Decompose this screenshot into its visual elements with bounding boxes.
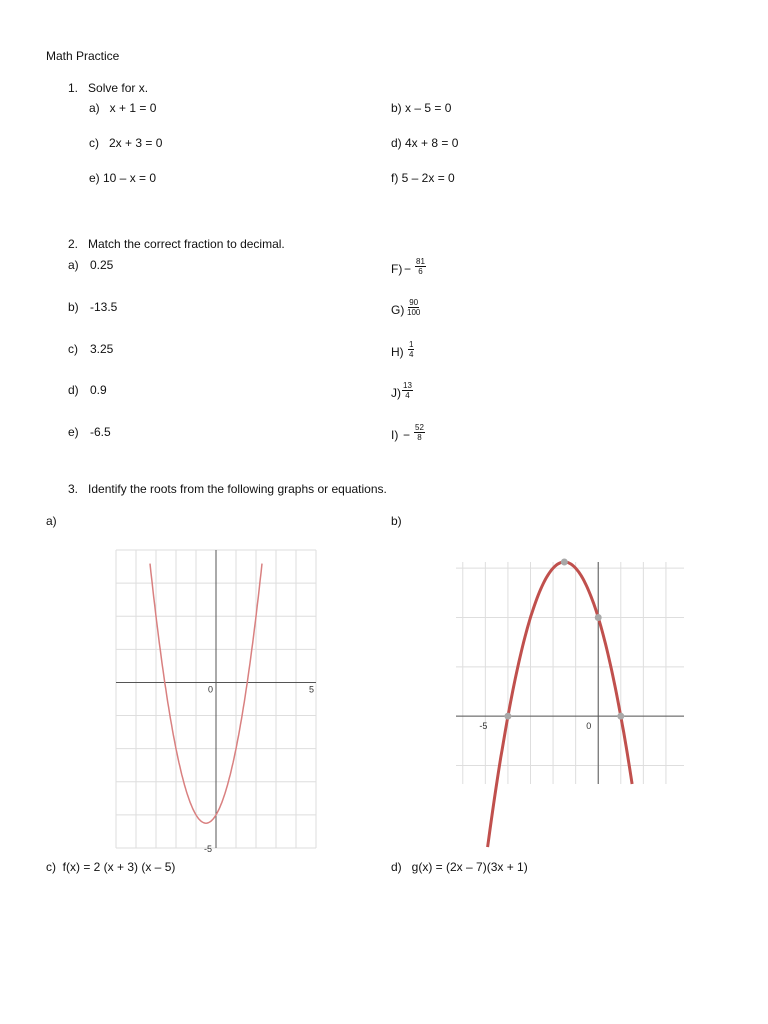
graph-b-point xyxy=(504,713,511,720)
fraction-numerator: 81 xyxy=(416,257,425,266)
decimal-value: 3.25 xyxy=(90,342,114,356)
fraction-label: F) xyxy=(391,262,403,276)
q1-item-e: e) 10 – x = 0 xyxy=(89,171,157,185)
q1-item-d: d) 4x + 8 = 0 xyxy=(391,136,459,150)
q1-item-a: a) x + 1 = 0 xyxy=(89,101,157,115)
q2-prompt: 2. Match the correct fraction to decimal. xyxy=(68,237,285,251)
graph-a xyxy=(116,550,316,854)
decimal-value: -13.5 xyxy=(90,300,118,314)
graph-b-parabola xyxy=(488,562,632,847)
decimal-label: a) xyxy=(68,258,79,272)
q3-part-d: d) g(x) = (2x – 7)(3x + 1) xyxy=(391,860,528,874)
fraction-sign: − xyxy=(403,428,411,442)
decimal-value: -6.5 xyxy=(90,425,111,439)
fraction-numerator: 1 xyxy=(409,340,414,349)
q3-part-b-label: b) xyxy=(391,514,402,528)
graph-a-axes xyxy=(116,550,316,848)
decimal-value: 0.25 xyxy=(90,258,114,272)
graph-b-tick-0: 0 xyxy=(586,721,592,732)
fraction-denominator: 100 xyxy=(407,308,421,317)
graph-a-tick-0: 0 xyxy=(208,684,214,695)
decimal-label: d) xyxy=(68,383,79,397)
fraction-label: H) xyxy=(391,345,404,359)
fraction xyxy=(406,298,421,317)
fraction xyxy=(408,340,414,359)
graph-b-point xyxy=(561,559,568,566)
fraction xyxy=(402,381,413,400)
fraction-numerator: 13 xyxy=(403,381,412,390)
page-title: Math Practice xyxy=(46,49,120,63)
q3-part-a-label: a) xyxy=(46,514,57,528)
graph-b-tick-neg5: -5 xyxy=(479,721,488,732)
fraction-denominator: 4 xyxy=(405,391,410,400)
fraction-label: G) xyxy=(391,303,405,317)
fraction-numerator: 52 xyxy=(415,423,424,432)
graph-b-grid xyxy=(456,562,684,784)
fraction-denominator: 8 xyxy=(417,433,422,442)
graph-b-points xyxy=(504,559,624,720)
q1-prompt: 1. Solve for x. xyxy=(68,81,149,95)
fraction xyxy=(415,257,426,276)
fraction-label: I) xyxy=(391,428,399,442)
graph-b-point xyxy=(595,614,602,621)
graph-b-axes xyxy=(456,562,684,784)
decimal-label: c) xyxy=(68,342,78,356)
fraction-denominator: 6 xyxy=(418,267,423,276)
q1-item-b: b) x – 5 = 0 xyxy=(391,101,452,115)
graph-a-tick-5: 5 xyxy=(309,684,315,695)
fraction-denominator: 4 xyxy=(409,350,414,359)
decimal-label: e) xyxy=(68,425,79,439)
q3-prompt: 3. Identify the roots from the following graphs or equations. xyxy=(68,482,387,496)
q3-part-c: c) f(x) = 2 (x + 3) (x – 5) xyxy=(46,860,176,874)
fraction-sign: − xyxy=(404,262,412,276)
decimal-value: 0.9 xyxy=(90,383,107,397)
decimal-label: b) xyxy=(68,300,79,314)
graph-a-parabola xyxy=(150,564,262,824)
q1-item-c: c) 2x + 3 = 0 xyxy=(89,136,163,150)
graph-b xyxy=(456,562,686,792)
fraction-label: J) xyxy=(391,386,401,400)
graph-a-tick-neg5: -5 xyxy=(204,844,213,854)
graph-b-point xyxy=(617,713,624,720)
q1-item-f: f) 5 – 2x = 0 xyxy=(391,171,455,185)
fraction-numerator: 90 xyxy=(409,298,419,307)
fraction xyxy=(414,423,425,442)
